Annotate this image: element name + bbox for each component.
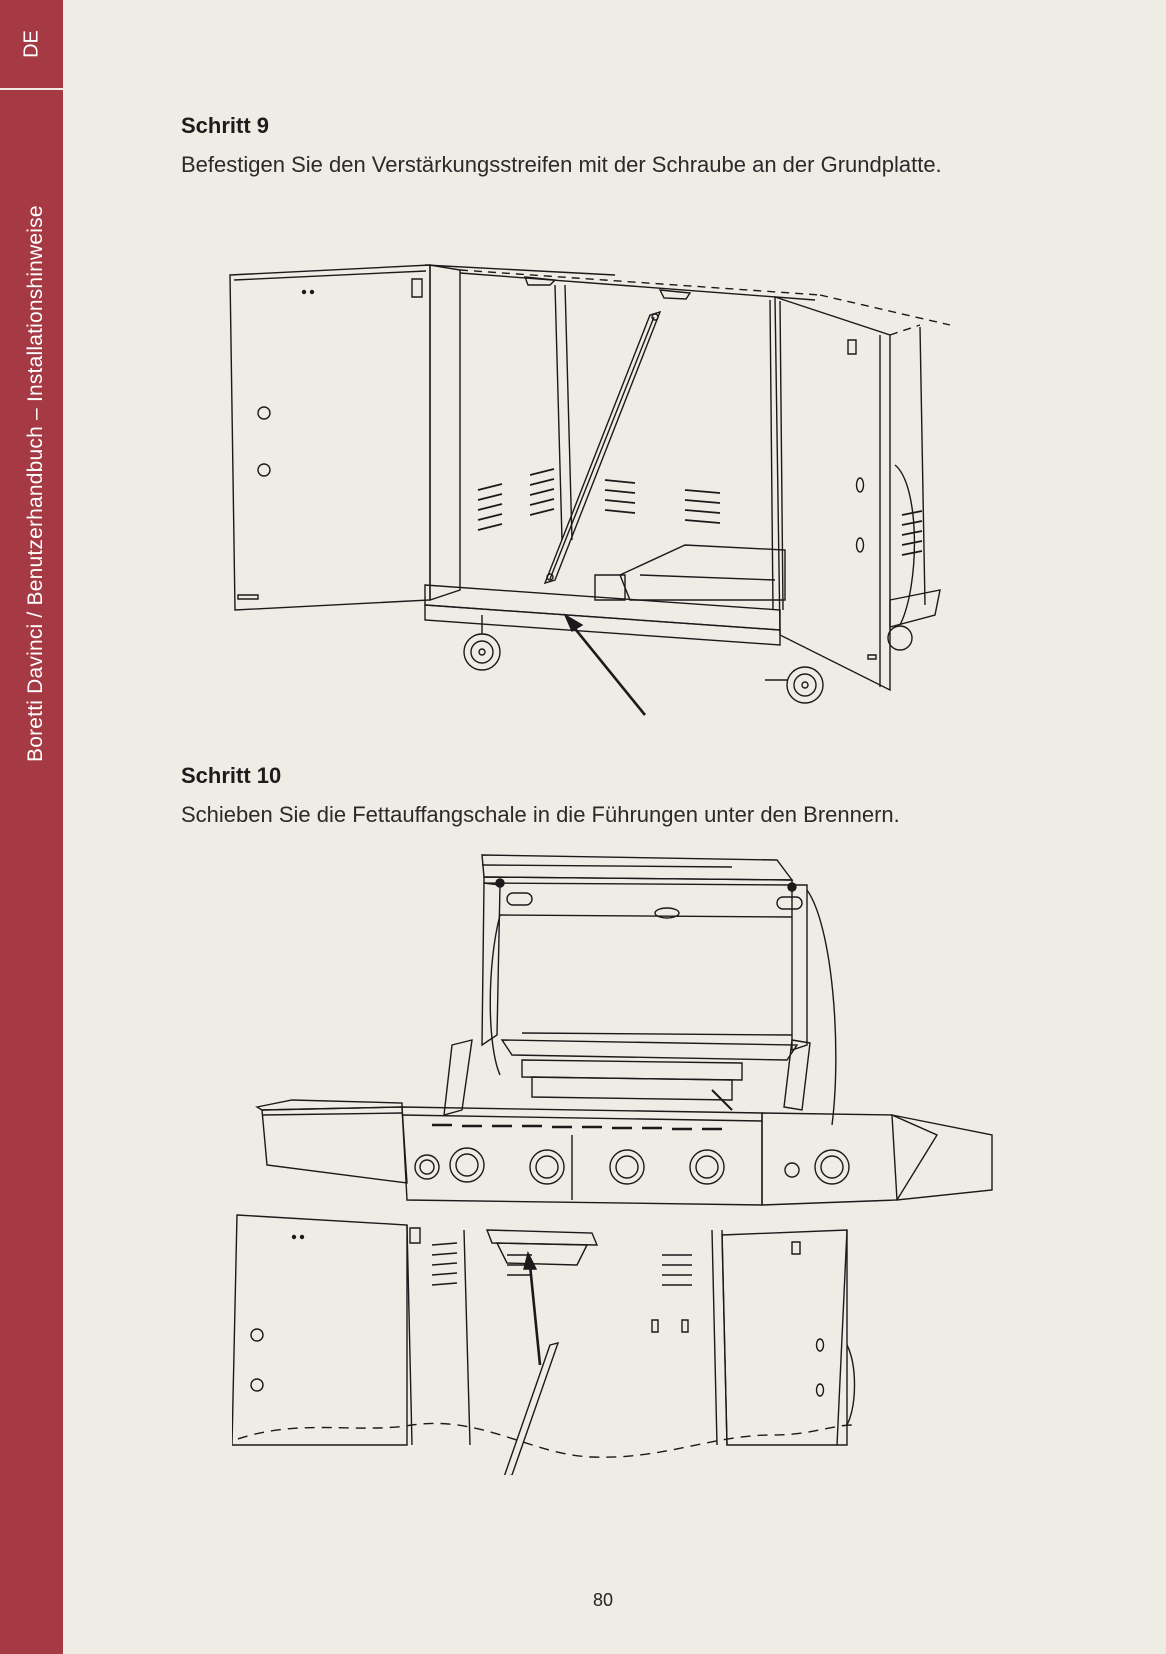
document-title: Boretti Davinci / Benutzerhandbuch – Installationshinweise: [24, 205, 47, 762]
step-9-text: Befestigen Sie den Verstärkungsstreifen mit der Schraube an der Grundplatte.: [181, 152, 942, 177]
step-10-title: Schritt 10: [181, 763, 282, 788]
step-10-text: Schieben Sie die Fettauffangschale in die Führungen unter den Brennern.: [181, 802, 900, 827]
language-label: DE: [20, 30, 42, 58]
step-9-illustration: [220, 255, 1000, 725]
step-9-title: Schritt 9: [181, 113, 270, 138]
page-number: 80: [592, 1590, 614, 1610]
step-10-illustration: [232, 845, 1002, 1475]
language-tab: [0, 0, 63, 90]
sidebar: [0, 0, 63, 1654]
